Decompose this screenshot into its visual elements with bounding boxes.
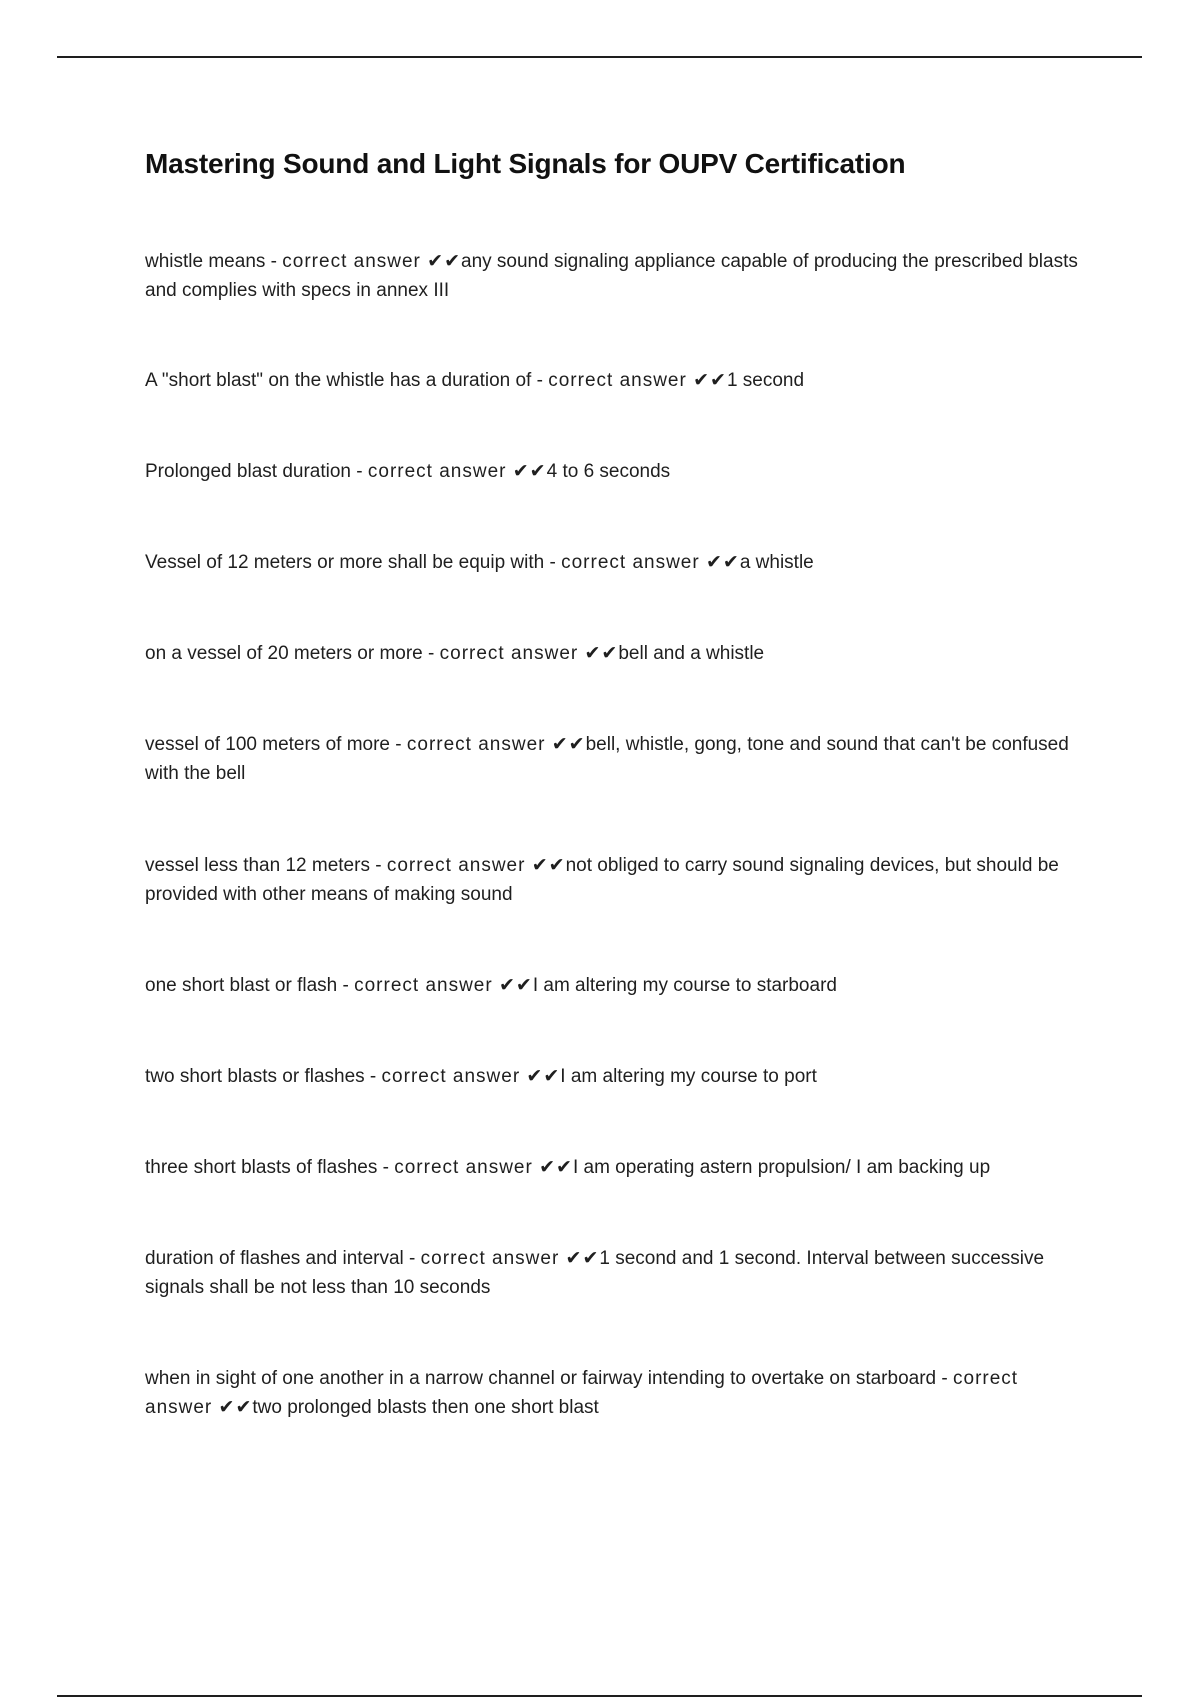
question-text: vessel of 100 meters of more <box>145 734 390 755</box>
question-text: vessel less than 12 meters <box>145 855 370 876</box>
question-text: one short blast or flash <box>145 975 338 996</box>
qa-item <box>145 457 1090 486</box>
question-text: two short blasts or flashes <box>145 1066 365 1087</box>
qa-item <box>145 1153 1090 1182</box>
question-text: when in sight of one another in a narrow channel or fairway intending to overtake on starboard <box>145 1368 937 1389</box>
question-text: whistle means <box>145 251 266 272</box>
question-text: on a vessel of 20 meters or more <box>145 643 423 664</box>
answer-marker: correct answer ✔✔ <box>439 643 619 664</box>
header-rule <box>57 56 1142 58</box>
answer-marker: correct answer ✔✔ <box>145 1368 1019 1418</box>
answer-marker: correct answer ✔✔ <box>367 461 547 482</box>
answer-text: bell, whistle, gong, tone and sound that can't be confused with the bell <box>145 734 1069 784</box>
question-text: Vessel of 12 meters or more shall be equip with <box>145 552 545 573</box>
qa-item <box>145 366 1090 395</box>
footer-rule <box>57 1695 1142 1697</box>
question-text: Prolonged blast duration <box>145 461 351 482</box>
answer-text: I am altering my course to port <box>560 1066 817 1087</box>
answer-text: two prolonged blasts then one short blast <box>252 1397 599 1418</box>
answer-text: a whistle <box>739 552 814 573</box>
separator: - <box>369 855 387 876</box>
answer-text: not obliged to carry sound signaling devices, but should be provided with other means of making sound <box>145 855 1059 905</box>
answer-marker: correct answer ✔✔ <box>420 1248 600 1269</box>
separator: - <box>403 1248 421 1269</box>
answer-marker: correct answer ✔✔ <box>381 1066 561 1087</box>
answer-text: 1 second <box>726 370 805 391</box>
question-text: duration of flashes and interval <box>145 1248 404 1269</box>
qa-item <box>145 247 1090 305</box>
separator: - <box>265 251 283 272</box>
separator: - <box>377 1157 395 1178</box>
answer-text: 1 second and 1 second. Interval between successive signals shall be not less than 10 seconds <box>145 1248 1045 1298</box>
answer-text: I am operating astern propulsion/ I am backing up <box>572 1157 991 1178</box>
qa-item <box>145 548 1090 577</box>
qa-item <box>145 851 1090 909</box>
answer-marker: correct answer ✔✔ <box>561 552 740 573</box>
separator: - <box>364 1066 382 1087</box>
answer-marker: correct answer ✔✔ <box>386 855 566 876</box>
answer-marker: correct answer ✔✔ <box>354 975 533 996</box>
answer-marker: correct answer ✔✔ <box>282 251 461 272</box>
question-text: three short blasts of flashes <box>145 1157 378 1178</box>
qa-item <box>145 1244 1090 1302</box>
separator: - <box>337 975 355 996</box>
qa-item <box>145 1364 1090 1422</box>
qa-item <box>145 730 1090 788</box>
qa-item <box>145 639 1090 668</box>
answer-text: I am altering my course to starboard <box>532 975 837 996</box>
answer-text: 4 to 6 seconds <box>546 461 671 482</box>
answer-text: any sound signaling appliance capable of producing the prescribed blasts and complies with specs in annex III <box>145 251 1078 301</box>
answer-marker: correct answer ✔✔ <box>394 1157 573 1178</box>
separator: - <box>544 552 562 573</box>
answer-marker: correct answer ✔✔ <box>406 734 586 755</box>
answer-marker: correct answer ✔✔ <box>548 370 727 391</box>
separator: - <box>531 370 549 391</box>
separator: - <box>390 734 407 755</box>
answer-text: bell and a whistle <box>618 643 765 664</box>
qa-item <box>145 971 1090 1000</box>
qa-item <box>145 1062 1090 1091</box>
document-title: Mastering Sound and Light Signals for OUPV Certification <box>145 148 906 179</box>
separator: - <box>422 643 440 664</box>
separator: - <box>350 461 368 482</box>
question-text: A "short blast" on the whistle has a duration of <box>145 370 532 391</box>
separator: - <box>936 1368 953 1389</box>
